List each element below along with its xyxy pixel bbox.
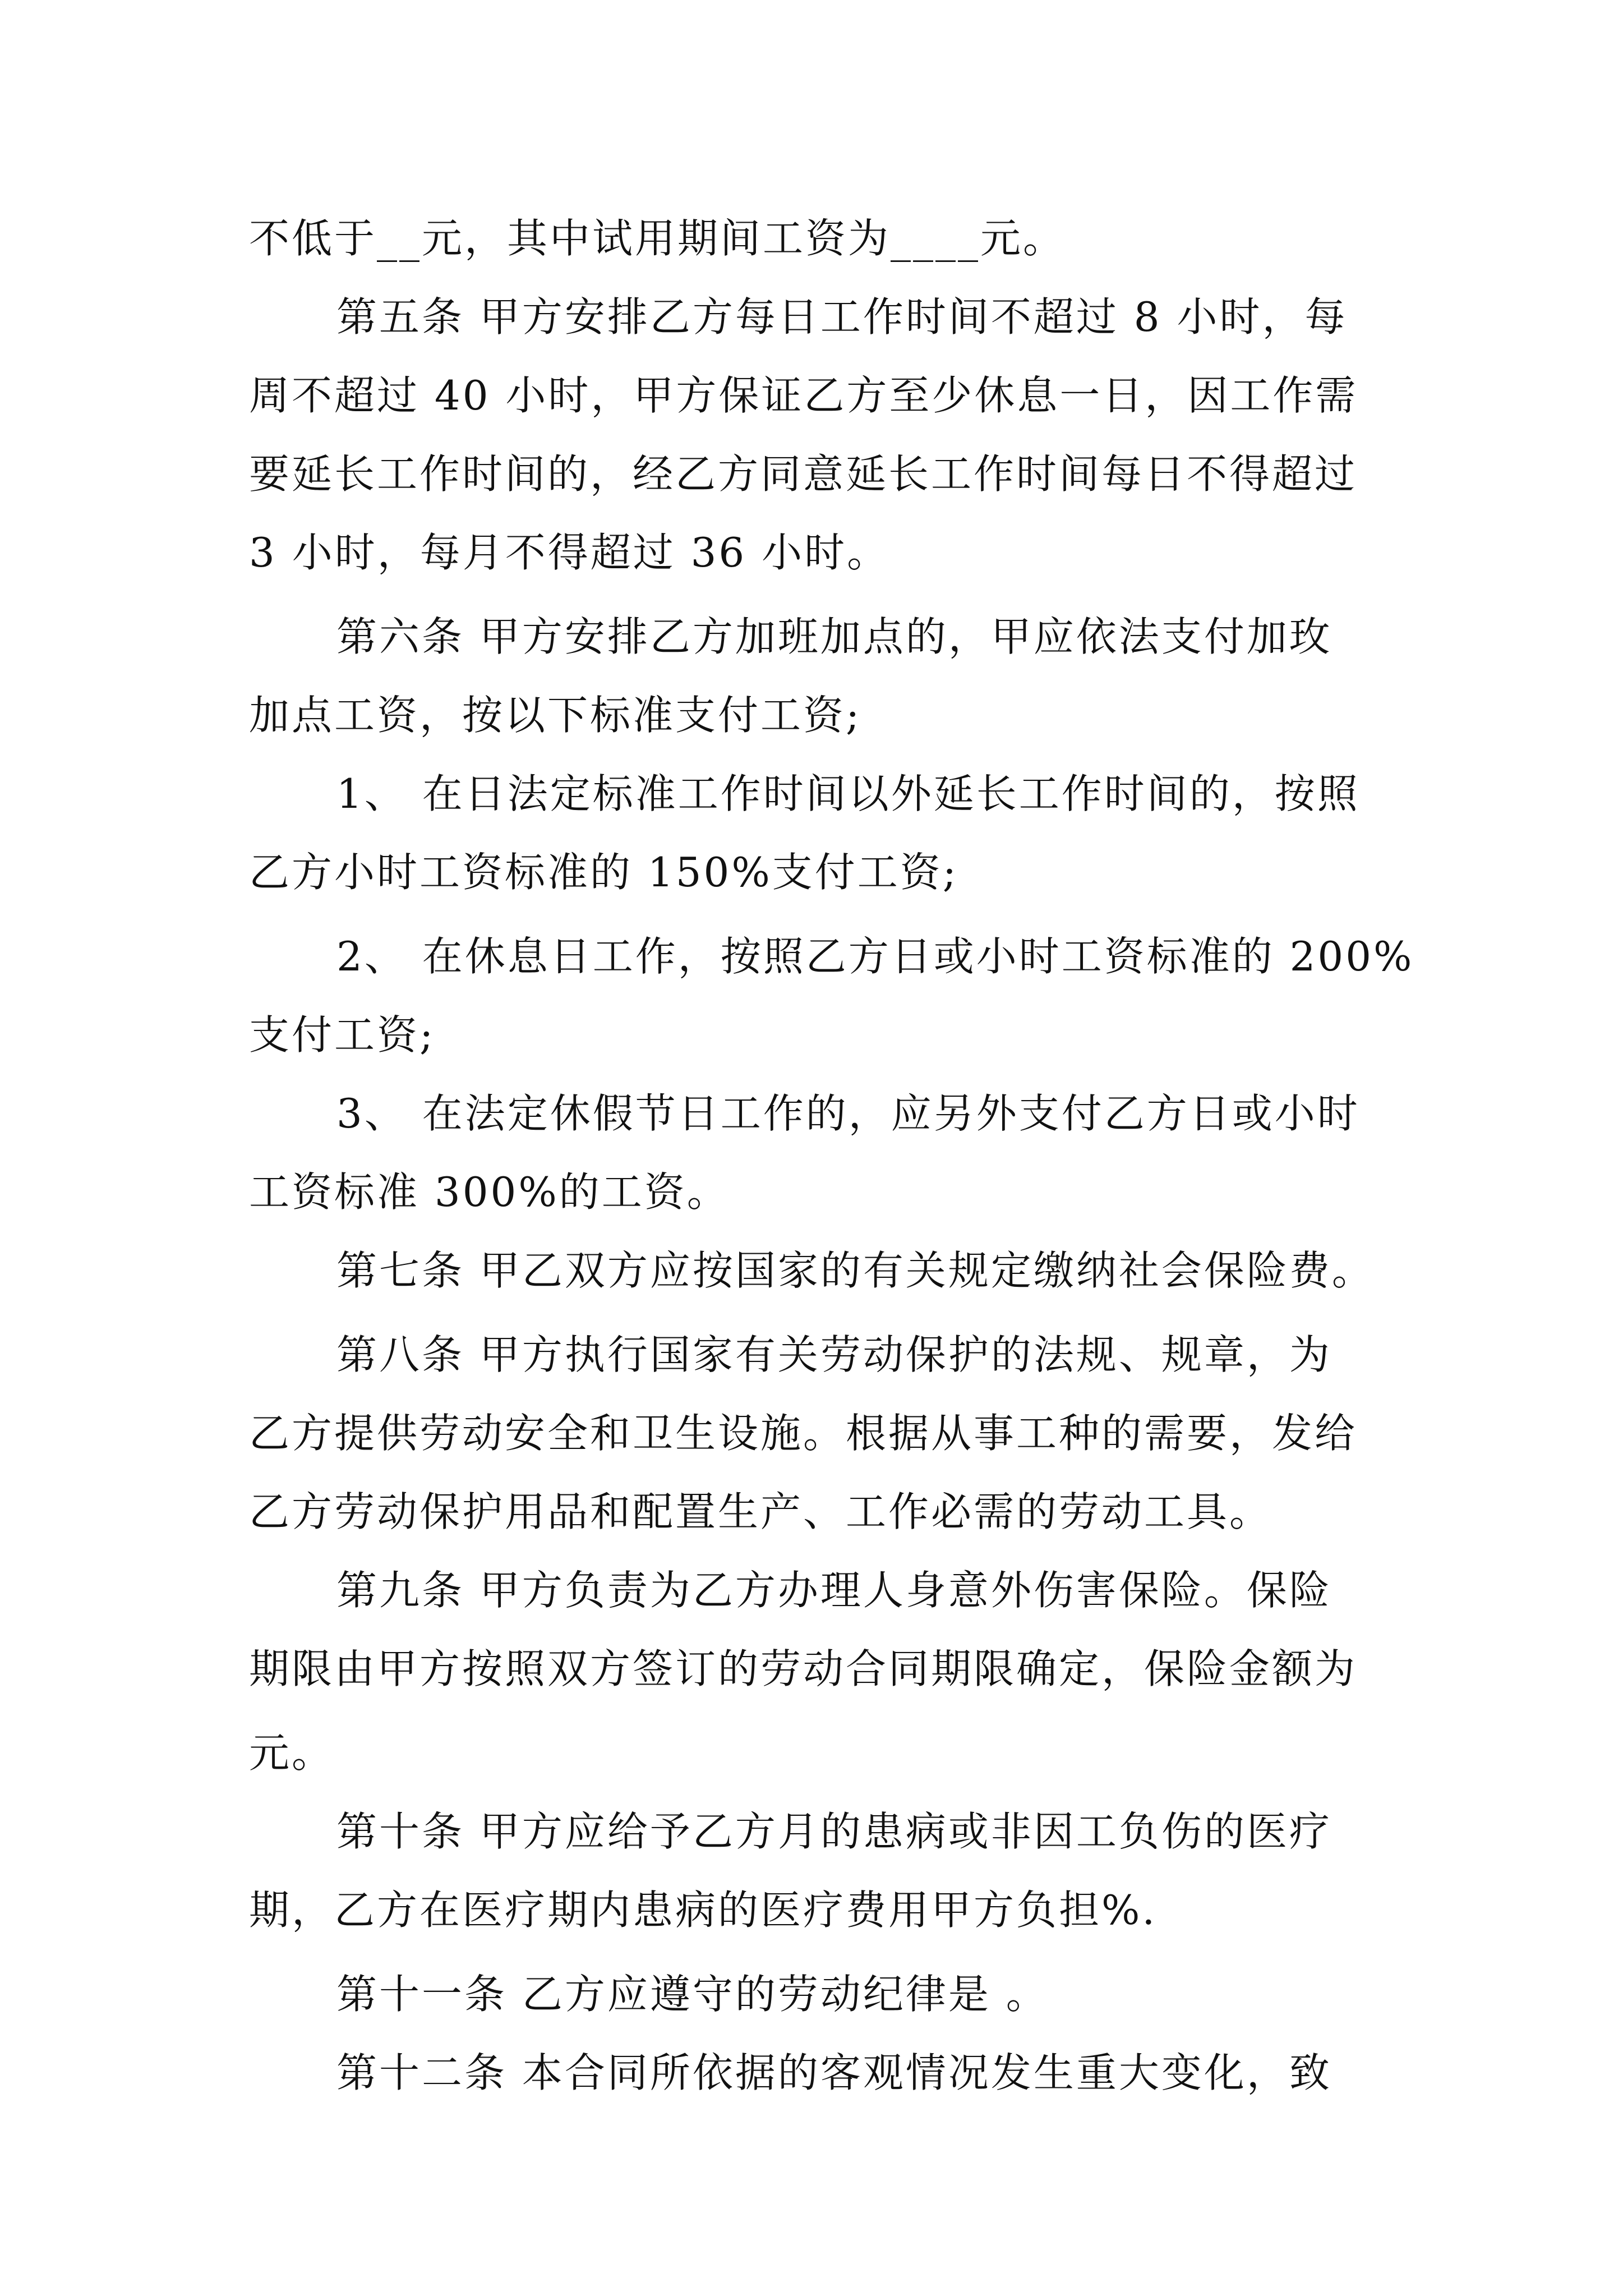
list-item-1-line-1: 1、 在日法定标准工作时间以外延长工作时间的，按照 <box>336 770 1360 817</box>
article-10-line-1: 第十条 甲方应给予乙方月的患病或非因工负伤的医疗 <box>336 1808 1332 1855</box>
text-line: 元。 <box>249 1729 335 1777</box>
text-line: 要延长工作时间的，经乙方同意延长工作时间每日不得超过 <box>249 450 1358 498</box>
article-9-line-1: 第九条 甲方负责为乙方办理人身意外伤害保险。保险 <box>336 1567 1332 1614</box>
article-11-line-1: 第十一条 乙方应遵守的劳动纪律是 。 <box>336 1971 1049 2018</box>
text-line: 乙方劳动保护用品和配置生产、工作必需的劳动工具。 <box>249 1488 1272 1535</box>
text-line: 周不超过 40 小时，甲方保证乙方至少休息一日，因工作需 <box>249 372 1358 419</box>
text-line: 工资标准 300%的工资。 <box>249 1168 730 1216</box>
list-item-3-line-1: 3、 在法定休假节日工作的，应另外支付乙方日或小时 <box>336 1090 1360 1137</box>
article-5-line-1: 第五条 甲方安排乙方每日工作时间不超过 8 小时，每 <box>336 293 1348 341</box>
text-line: 期，乙方在医疗期内患病的医疗费用甲方负担%. <box>249 1887 1158 1934</box>
text-line: 不低于__元，其中试用期间工资为____元。 <box>249 215 1066 262</box>
list-item-2-line-1: 2、 在休息日工作，按照乙方日或小时工资标准的 200% <box>336 933 1414 980</box>
text-line: 加点工资，按以下标准支付工资; <box>249 692 862 739</box>
article-8-line-1: 第八条 甲方执行国家有关劳动保护的法规、规章，为 <box>336 1331 1332 1378</box>
article-7-line-1: 第七条 甲乙双方应按国家的有关规定缴纳社会保险费。 <box>336 1247 1375 1294</box>
article-12-line-1: 第十二条 本合同所依据的客观情况发生重大变化，致 <box>336 2049 1332 2096</box>
text-line: 期限由甲方按照双方签订的劳动合同期限确定，保险金额为 <box>249 1645 1358 1692</box>
text-line: 乙方小时工资标准的 150%支付工资; <box>249 849 958 896</box>
text-line: 3 小时，每月不得超过 36 小时。 <box>249 529 890 576</box>
text-line: 支付工资; <box>249 1011 436 1059</box>
text-line: 乙方提供劳动安全和卫生设施。根据从事工种的需要，发给 <box>249 1410 1358 1457</box>
article-6-line-1: 第六条 甲方安排乙方加班加点的，甲应依法支付加玫 <box>336 613 1332 660</box>
